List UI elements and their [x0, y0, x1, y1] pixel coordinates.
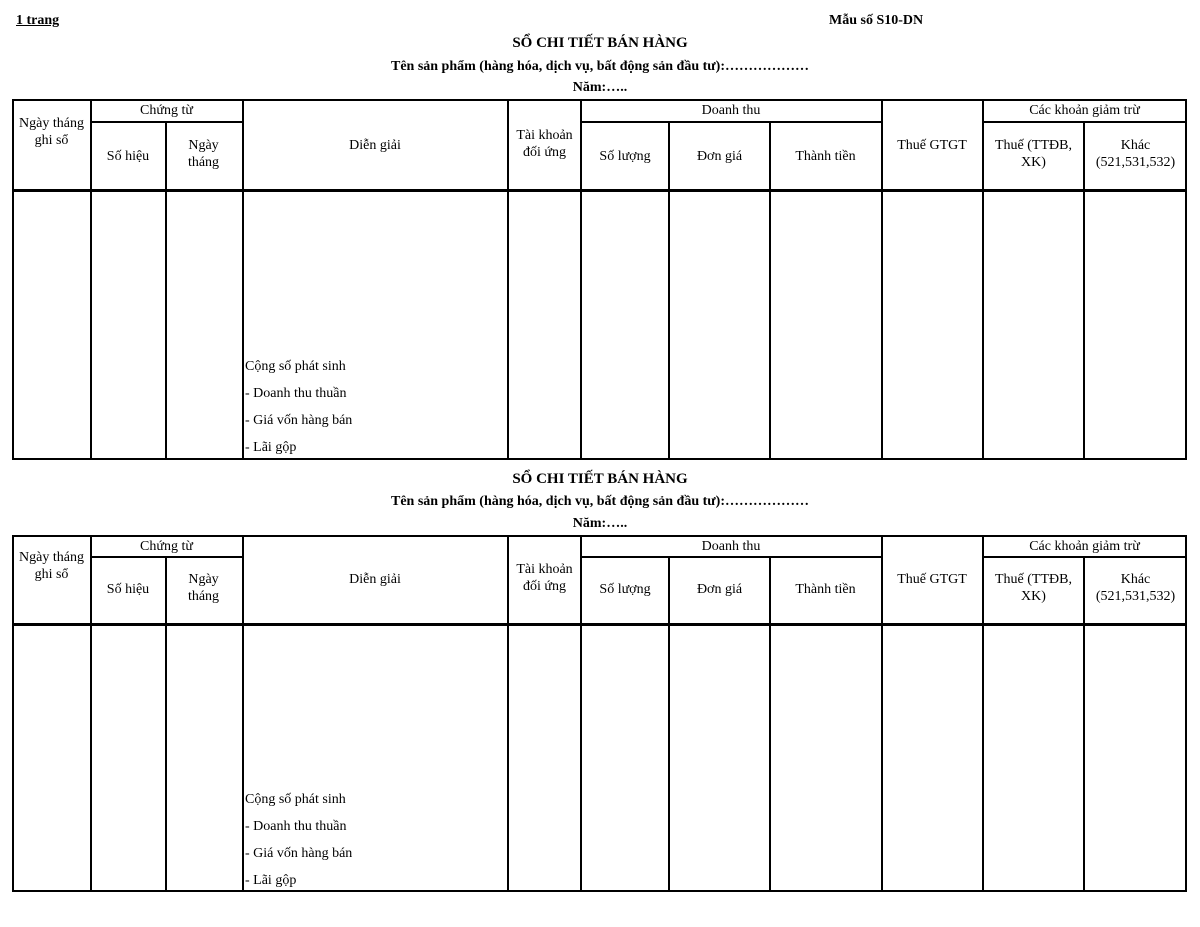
- column-divider: [242, 99, 244, 460]
- header-giam-tru: Các khoản giảm trừ: [1029, 539, 1140, 554]
- header-don-gia: Đơn giá: [696, 582, 743, 597]
- summary-row-lai-gop: - Lãi gộp: [245, 440, 297, 455]
- column-divider: [881, 99, 883, 460]
- column-divider: [580, 535, 582, 892]
- header-thanh-tien: Thành tiền: [795, 149, 856, 164]
- column-divider: [769, 556, 771, 892]
- header-dien-giai: Diễn giải: [349, 572, 401, 587]
- column-divider: [881, 535, 883, 892]
- column-divider: [165, 556, 167, 892]
- header-bottom-rule: [12, 623, 1187, 626]
- header-bottom-rule: [12, 189, 1187, 192]
- header-doanh-thu: Doanh thu: [701, 539, 761, 554]
- page-label: 1 trang: [16, 13, 60, 28]
- header-chung-tu: Chứng từ: [140, 103, 193, 118]
- table-bottom-border: [12, 890, 1187, 892]
- header-thue-ttdb: Thuế (TTĐB, XK): [995, 138, 1072, 170]
- year-line-1: Năm:…..: [572, 80, 628, 95]
- header-so-hieu: Số hiệu: [106, 582, 150, 597]
- summary-row-gia-von: - Giá vốn hàng bán: [245, 413, 353, 428]
- doanh-thu-sub-rule: [580, 121, 882, 123]
- column-divider: [90, 535, 92, 892]
- header-khac: Khác (521,531,532): [1095, 572, 1176, 604]
- summary-row-doanh-thu-thuan: - Doanh thu thuần: [245, 386, 347, 401]
- header-dien-giai: Diễn giải: [349, 138, 401, 153]
- ledger-title-1: SỔ CHI TIẾT BÁN HÀNG: [512, 35, 688, 51]
- header-ngay-thang: Ngày tháng: [187, 572, 220, 604]
- column-divider: [580, 99, 582, 460]
- table-top-border: [12, 99, 1187, 101]
- table-left-border: [12, 535, 14, 892]
- column-divider: [507, 99, 509, 460]
- column-divider: [242, 535, 244, 892]
- doanh-thu-sub-rule: [580, 556, 882, 558]
- column-divider: [1083, 121, 1085, 460]
- table-right-border: [1185, 99, 1187, 460]
- column-divider: [90, 99, 92, 460]
- form-code: Mẫu số S10-DN: [829, 13, 924, 28]
- header-so-luong: Số lượng: [599, 149, 651, 164]
- header-khac: Khác (521,531,532): [1095, 138, 1176, 170]
- product-name-line-2: Tên sản phẩm (hàng hóa, dịch vụ, bất động sản đầu tư):………………: [390, 494, 809, 509]
- ledger-title-2: SỔ CHI TIẾT BÁN HÀNG: [512, 471, 688, 487]
- table-left-border: [12, 99, 14, 460]
- column-divider: [982, 535, 984, 892]
- summary-row-cong-so-phat-sinh: Cộng số phát sinh: [245, 792, 346, 807]
- header-ngay-ghi-so: Ngày tháng ghi sổ: [19, 116, 84, 148]
- column-divider: [1083, 556, 1085, 892]
- table-bottom-border: [12, 458, 1187, 460]
- column-divider: [507, 535, 509, 892]
- column-divider: [982, 99, 984, 460]
- header-ngay-thang: Ngày tháng: [187, 138, 220, 170]
- product-name-line-1: Tên sản phẩm (hàng hóa, dịch vụ, bất động sản đầu tư):………………: [390, 59, 809, 74]
- header-doanh-thu: Doanh thu: [701, 103, 761, 118]
- header-don-gia: Đơn giá: [696, 149, 743, 164]
- header-thue-gtgt: Thuế GTGT: [897, 572, 967, 587]
- header-tai-khoan: Tài khoản đối ứng: [516, 562, 573, 594]
- header-chung-tu: Chứng từ: [140, 539, 193, 554]
- column-divider: [668, 556, 670, 892]
- column-divider: [668, 121, 670, 460]
- year-line-2: Năm:…..: [572, 516, 628, 531]
- header-thue-ttdb: Thuế (TTĐB, XK): [995, 572, 1072, 604]
- header-thanh-tien: Thành tiền: [795, 582, 856, 597]
- column-divider: [769, 121, 771, 460]
- summary-row-doanh-thu-thuan: - Doanh thu thuần: [245, 819, 347, 834]
- header-so-hieu: Số hiệu: [106, 149, 150, 164]
- summary-row-gia-von: - Giá vốn hàng bán: [245, 846, 353, 861]
- table-top-border: [12, 535, 1187, 537]
- header-giam-tru: Các khoản giảm trừ: [1029, 103, 1140, 118]
- table-right-border: [1185, 535, 1187, 892]
- header-thue-gtgt: Thuế GTGT: [897, 138, 967, 153]
- summary-row-lai-gop: - Lãi gộp: [245, 873, 297, 888]
- header-so-luong: Số lượng: [599, 582, 651, 597]
- header-ngay-ghi-so: Ngày tháng ghi sổ: [19, 550, 84, 582]
- header-tai-khoan: Tài khoản đối ứng: [516, 128, 573, 160]
- column-divider: [165, 121, 167, 460]
- summary-row-cong-so-phat-sinh: Cộng số phát sinh: [245, 359, 346, 374]
